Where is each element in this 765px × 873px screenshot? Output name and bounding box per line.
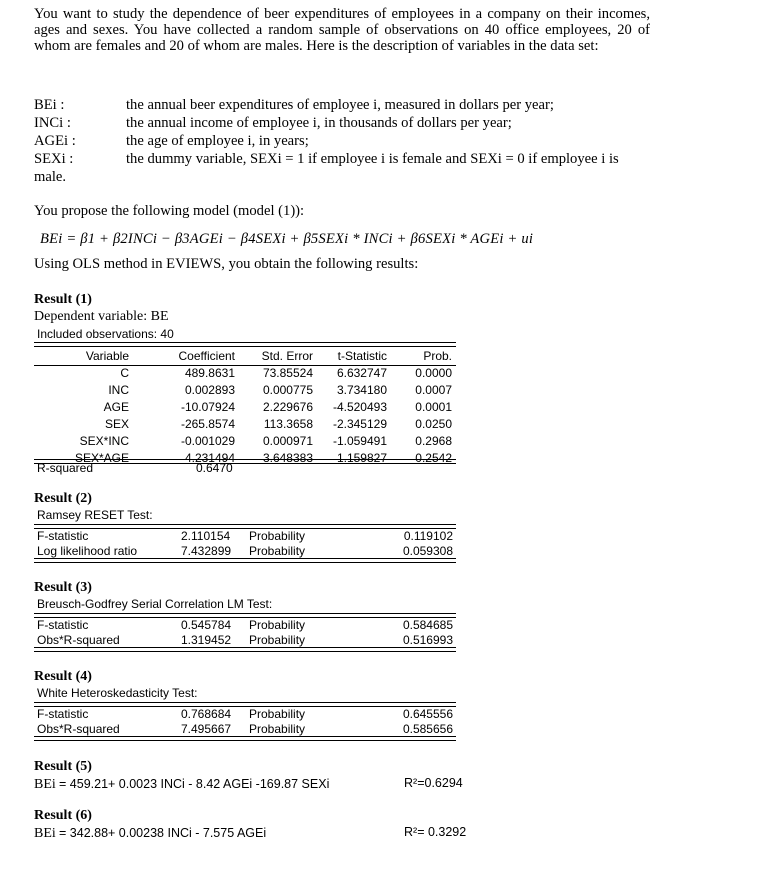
header-variable: Variable xyxy=(85,349,129,363)
cell-coefficient: 4.231494 xyxy=(184,451,235,465)
test-stat-label: Obs*R-squared xyxy=(37,722,120,736)
method-text: Using OLS method in EVIEWS, you obtain the following results: xyxy=(34,256,419,272)
test-row xyxy=(37,633,453,648)
variable-list xyxy=(34,96,650,186)
cell-coefficient: -265.8574 xyxy=(180,417,235,431)
cell-prob: 0.0000 xyxy=(415,366,452,380)
variable-description: the dummy variable, SEXi = 1 if employee i is female and SEXi = 0 if employee i is xyxy=(126,151,619,167)
cell-prob: 0.0001 xyxy=(415,400,452,414)
header-coefficient: Coefficient xyxy=(178,349,235,363)
cell-variable: AGE xyxy=(103,400,129,414)
cell-coefficient: 0.002893 xyxy=(184,383,235,397)
cell-std-error: 0.000775 xyxy=(262,383,313,397)
variable-name: BEi : xyxy=(34,97,65,113)
cell-coefficient: -0.001029 xyxy=(180,434,235,448)
header-std-error: Std. Error xyxy=(261,349,313,363)
header-rule xyxy=(34,365,456,366)
test-stat-label: Obs*R-squared xyxy=(37,633,120,647)
cell-coefficient: 489.8631 xyxy=(184,366,235,380)
test-row xyxy=(37,722,453,737)
variable-description: the annual income of employee i, in thousands of dollars per year; xyxy=(126,115,512,131)
result3-table xyxy=(37,618,453,648)
result1-included: Included observations: 40 xyxy=(37,327,174,341)
cell-t-statistic: -1.059491 xyxy=(332,434,387,448)
test-row xyxy=(37,529,453,544)
result6-equation xyxy=(34,825,266,842)
table-row xyxy=(34,416,456,433)
cell-variable: SEX xyxy=(104,417,129,431)
test-stat-value: 7.432899 xyxy=(181,544,232,558)
variable-row xyxy=(34,96,650,114)
cell-variable: INC xyxy=(108,383,129,397)
test-row xyxy=(37,618,453,633)
equation-rhs: = 342.88+ 0.00238 INCi - 7.575 AGEi xyxy=(59,826,267,840)
table-header-row xyxy=(34,347,456,365)
cell-std-error: 3.648383 xyxy=(262,451,313,465)
result5-title: Result (5) xyxy=(34,759,92,774)
variable-name: INCi : xyxy=(34,115,71,131)
test-stat-label: F-statistic xyxy=(37,707,89,721)
result5-r-squared: R²=0.6294 xyxy=(404,776,463,790)
cell-prob: 0.2968 xyxy=(415,434,452,448)
equation-rhs: = 459.21+ 0.0023 INCi - 8.42 AGEi -169.87 SEXi xyxy=(59,777,330,791)
result6-r-squared: R²= 0.3292 xyxy=(404,825,467,839)
result1-dependent: Dependent variable: BE xyxy=(34,309,169,324)
result4-title: Result (4) xyxy=(34,669,92,684)
variable-description: the annual beer expenditures of employee i, measured in dollars per year; xyxy=(126,97,554,113)
test-prob-value: 0.584685 xyxy=(402,618,453,632)
test-stat-value: 0.545784 xyxy=(181,618,232,632)
cell-variable: SEX*INC xyxy=(79,434,129,448)
table-row xyxy=(34,382,456,399)
test-prob-label: Probability xyxy=(249,529,306,543)
rsq-label: R-squared xyxy=(37,461,94,475)
variable-row xyxy=(34,132,650,150)
cell-variable: C xyxy=(120,366,129,380)
test-prob-label: Probability xyxy=(249,544,306,558)
test-prob-label: Probability xyxy=(249,722,306,736)
cell-t-statistic: 3.734180 xyxy=(336,383,387,397)
result6-title: Result (6) xyxy=(34,808,92,823)
test-stat-label: F-statistic xyxy=(37,529,89,543)
equation-lhs: BEi xyxy=(34,777,56,792)
test-prob-value: 0.059308 xyxy=(402,544,453,558)
result4-table xyxy=(37,707,453,737)
cell-t-statistic: 1.159827 xyxy=(336,451,387,465)
result2-title: Result (2) xyxy=(34,491,92,506)
test-stat-value: 7.495667 xyxy=(181,722,232,736)
cell-variable: SEX*AGE xyxy=(74,451,129,465)
variable-continuation: male. xyxy=(34,169,67,185)
test-prob-value: 0.516993 xyxy=(402,633,453,647)
cell-t-statistic: -4.520493 xyxy=(332,400,387,414)
test-prob-label: Probability xyxy=(249,618,306,632)
result2-table xyxy=(37,529,453,559)
model-equation: BEi = β1 + β2INCi − β3AGEi − β4SEXi + β5SEXi * INCi + β6SEXi * AGEi + ui xyxy=(40,231,534,247)
result5-equation xyxy=(34,776,329,793)
test-stat-value: 1.319452 xyxy=(181,633,232,647)
test-row xyxy=(37,544,453,559)
cell-prob: 0.0250 xyxy=(415,417,452,431)
test-stat-label: F-statistic xyxy=(37,618,89,632)
test-stat-label: Log likelihood ratio xyxy=(37,544,138,558)
variable-name: AGEi : xyxy=(34,133,76,149)
table-row xyxy=(34,365,456,382)
cell-std-error: 73.85524 xyxy=(262,366,313,380)
intro-paragraph: You want to study the dependence of beer expenditures of employees in a company on their incomes, ages and sexes. You have collected a random sample of observations on 40 office employees, 20 of whom are females and 20 of whom are males. Here is the description of variables in the data set: xyxy=(34,6,650,54)
test-row xyxy=(37,707,453,722)
result3-bottom-rule xyxy=(34,647,456,652)
test-prob-label: Probability xyxy=(249,633,306,647)
cell-t-statistic: 6.632747 xyxy=(336,366,387,380)
result4-test-name: White Heteroskedasticity Test: xyxy=(37,686,198,700)
result3-test-name: Breusch-Godfrey Serial Correlation LM Test: xyxy=(37,597,273,611)
variable-description: the age of employee i, in years; xyxy=(126,133,309,149)
test-stat-value: 2.110154 xyxy=(181,529,231,543)
rsq-value: 0.6470 xyxy=(196,461,233,475)
cell-prob: 0.2542 xyxy=(415,451,452,465)
header-prob: Prob. xyxy=(423,349,452,363)
table-bottom-rule xyxy=(34,459,456,464)
cell-std-error: 2.229676 xyxy=(262,400,313,414)
result1-title: Result (1) xyxy=(34,292,92,307)
variable-row xyxy=(34,114,650,132)
model-intro: You propose the following model (model (1)): xyxy=(34,203,305,219)
result2-test-name: Ramsey RESET Test: xyxy=(37,508,153,522)
test-prob-value: 0.585656 xyxy=(402,722,453,736)
test-stat-value: 0.768684 xyxy=(181,707,232,721)
cell-coefficient: -10.07924 xyxy=(180,400,235,414)
cell-prob: 0.0007 xyxy=(415,383,452,397)
table-row xyxy=(34,433,456,450)
test-prob-value: 0.645556 xyxy=(402,707,453,721)
cell-std-error: 0.000971 xyxy=(262,434,313,448)
result2-bottom-rule xyxy=(34,558,456,563)
variable-row xyxy=(34,150,650,168)
cell-t-statistic: -2.345129 xyxy=(332,417,387,431)
result4-bottom-rule xyxy=(34,736,456,741)
equation-lhs: BEi xyxy=(34,826,56,841)
cell-std-error: 113.3658 xyxy=(263,417,313,431)
variable-name: SEXi : xyxy=(34,151,74,167)
test-prob-label: Probability xyxy=(249,707,306,721)
result3-title: Result (3) xyxy=(34,580,92,595)
test-prob-value: 0.119102 xyxy=(403,529,453,543)
header-t-statistic: t-Statistic xyxy=(337,349,387,363)
table-row xyxy=(34,399,456,416)
